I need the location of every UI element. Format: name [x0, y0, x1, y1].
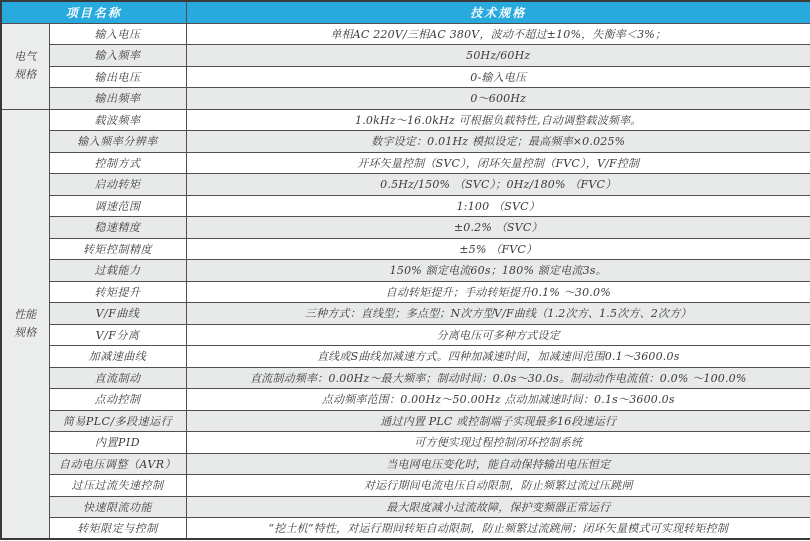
spec-value-cell: 直流制动频率：0.00Hz～最大频率；制动时间：0.0s～30.0s。制动动作电流值：0.0% ～100.0% [186, 367, 810, 389]
item-name-cell: 输入频率 [49, 45, 186, 67]
item-name-cell: V/F曲线 [49, 303, 186, 325]
table-row [1, 131, 810, 153]
item-name-cell: 输出频率 [49, 88, 186, 110]
item-name-cell: 快速限流功能 [49, 496, 186, 518]
spec-table-body [1, 23, 810, 539]
spec-value-cell: 点动频率范围：0.00Hz～50.00Hz 点动加减速时间：0.1s～3600.0s [186, 389, 810, 411]
table-row [1, 496, 810, 518]
item-name-cell: 输入频率分辨率 [49, 131, 186, 153]
spec-value-cell: 最大限度减小过流故障，保护变频器正常运行 [186, 496, 810, 518]
spec-value-cell: 自动转矩提升；手动转矩提升0.1% ～30.0% [186, 281, 810, 303]
table-row [1, 66, 810, 88]
item-name-cell: 简易PLC/多段速运行 [49, 410, 186, 432]
spec-value-cell: 可方便实现过程控制闭环控制系统 [186, 432, 810, 454]
table-row [1, 109, 810, 131]
table-row [1, 518, 810, 540]
item-name-cell: 转矩控制精度 [49, 238, 186, 260]
item-name-cell: 内置PID [49, 432, 186, 454]
table-row [1, 324, 810, 346]
spec-value-cell: 直线或S曲线加减速方式。四种加减速时间，加减速间范围0.1～3600.0s [186, 346, 810, 368]
table-row [1, 281, 810, 303]
spec-value-cell: 0-输入电压 [186, 66, 810, 88]
header-tech-spec: 技术规格 [186, 1, 810, 23]
table-row [1, 346, 810, 368]
group-label: 性能规格 [1, 109, 49, 539]
item-name-cell: 输出电压 [49, 66, 186, 88]
spec-value-cell: 50Hz/60Hz [186, 45, 810, 67]
table-row [1, 303, 810, 325]
group-label: 电气规格 [1, 23, 49, 109]
spec-value-cell: 0.5Hz/150% （SVC）；0Hz/180% （FVC） [186, 174, 810, 196]
spec-value-cell: 150% 额定电流60s；180% 额定电流3s。 [186, 260, 810, 282]
item-name-cell: 输入电压 [49, 23, 186, 45]
spec-value-cell: 1.0kHz～16.0kHz 可根据负载特性,自动调整载波频率。 [186, 109, 810, 131]
item-name-cell: 加减速曲线 [49, 346, 186, 368]
table-row [1, 88, 810, 110]
header-item-name: 项目名称 [1, 1, 186, 23]
item-name-cell: 调速范围 [49, 195, 186, 217]
spec-value-cell: 数字设定：0.01Hz 模拟设定；最高频率×0.025% [186, 131, 810, 153]
table-row [1, 238, 810, 260]
item-name-cell: 过压过流失速控制 [49, 475, 186, 497]
spec-value-cell: 三种方式：直线型；多点型；N次方型V/F曲线（1.2次方、1.5次方、2次方） [186, 303, 810, 325]
header-row [1, 1, 810, 23]
spec-table-header [1, 1, 810, 23]
item-name-cell: 载波频率 [49, 109, 186, 131]
spec-value-cell: 当电网电压变化时，能自动保持输出电压恒定 [186, 453, 810, 475]
table-row [1, 217, 810, 239]
item-name-cell: 自动电压调整（AVR） [49, 453, 186, 475]
item-name-cell: 过载能力 [49, 260, 186, 282]
table-row [1, 23, 810, 45]
spec-value-cell: 单相AC 220V/三相AC 380V，波动不超过±10%，失衡率＜3%； [186, 23, 810, 45]
item-name-cell: V/F分离 [49, 324, 186, 346]
table-row [1, 45, 810, 67]
spec-value-cell: 对运行期间电流电压自动限制，防止频繁过流过压跳闸 [186, 475, 810, 497]
spec-value-cell: “挖土机”特性，对运行期间转矩自动限制，防止频繁过流跳闸；闭环矢量模式可实现转矩控制 [186, 518, 810, 540]
table-row [1, 260, 810, 282]
item-name-cell: 点动控制 [49, 389, 186, 411]
spec-value-cell: 0～600Hz [186, 88, 810, 110]
spec-value-cell: ±0.2% （SVC） [186, 217, 810, 239]
table-row [1, 432, 810, 454]
table-row [1, 367, 810, 389]
table-row [1, 195, 810, 217]
item-name-cell: 转矩提升 [49, 281, 186, 303]
item-name-cell: 稳速精度 [49, 217, 186, 239]
table-row [1, 410, 810, 432]
item-name-cell: 启动转矩 [49, 174, 186, 196]
spec-value-cell: 通过内置 PLC 或控制端子实现最多16段速运行 [186, 410, 810, 432]
table-row [1, 453, 810, 475]
spec-value-cell: 1:100 （SVC） [186, 195, 810, 217]
table-row [1, 475, 810, 497]
table-row [1, 389, 810, 411]
item-name-cell: 控制方式 [49, 152, 186, 174]
table-row [1, 174, 810, 196]
spec-value-cell: ±5% （FVC） [186, 238, 810, 260]
spec-value-cell: 分离电压可多种方式设定 [186, 324, 810, 346]
item-name-cell: 直流制动 [49, 367, 186, 389]
table-row [1, 152, 810, 174]
item-name-cell: 转矩限定与控制 [49, 518, 186, 540]
spec-value-cell: 开环矢量控制（SVC），闭环矢量控制（FVC），V/F控制 [186, 152, 810, 174]
